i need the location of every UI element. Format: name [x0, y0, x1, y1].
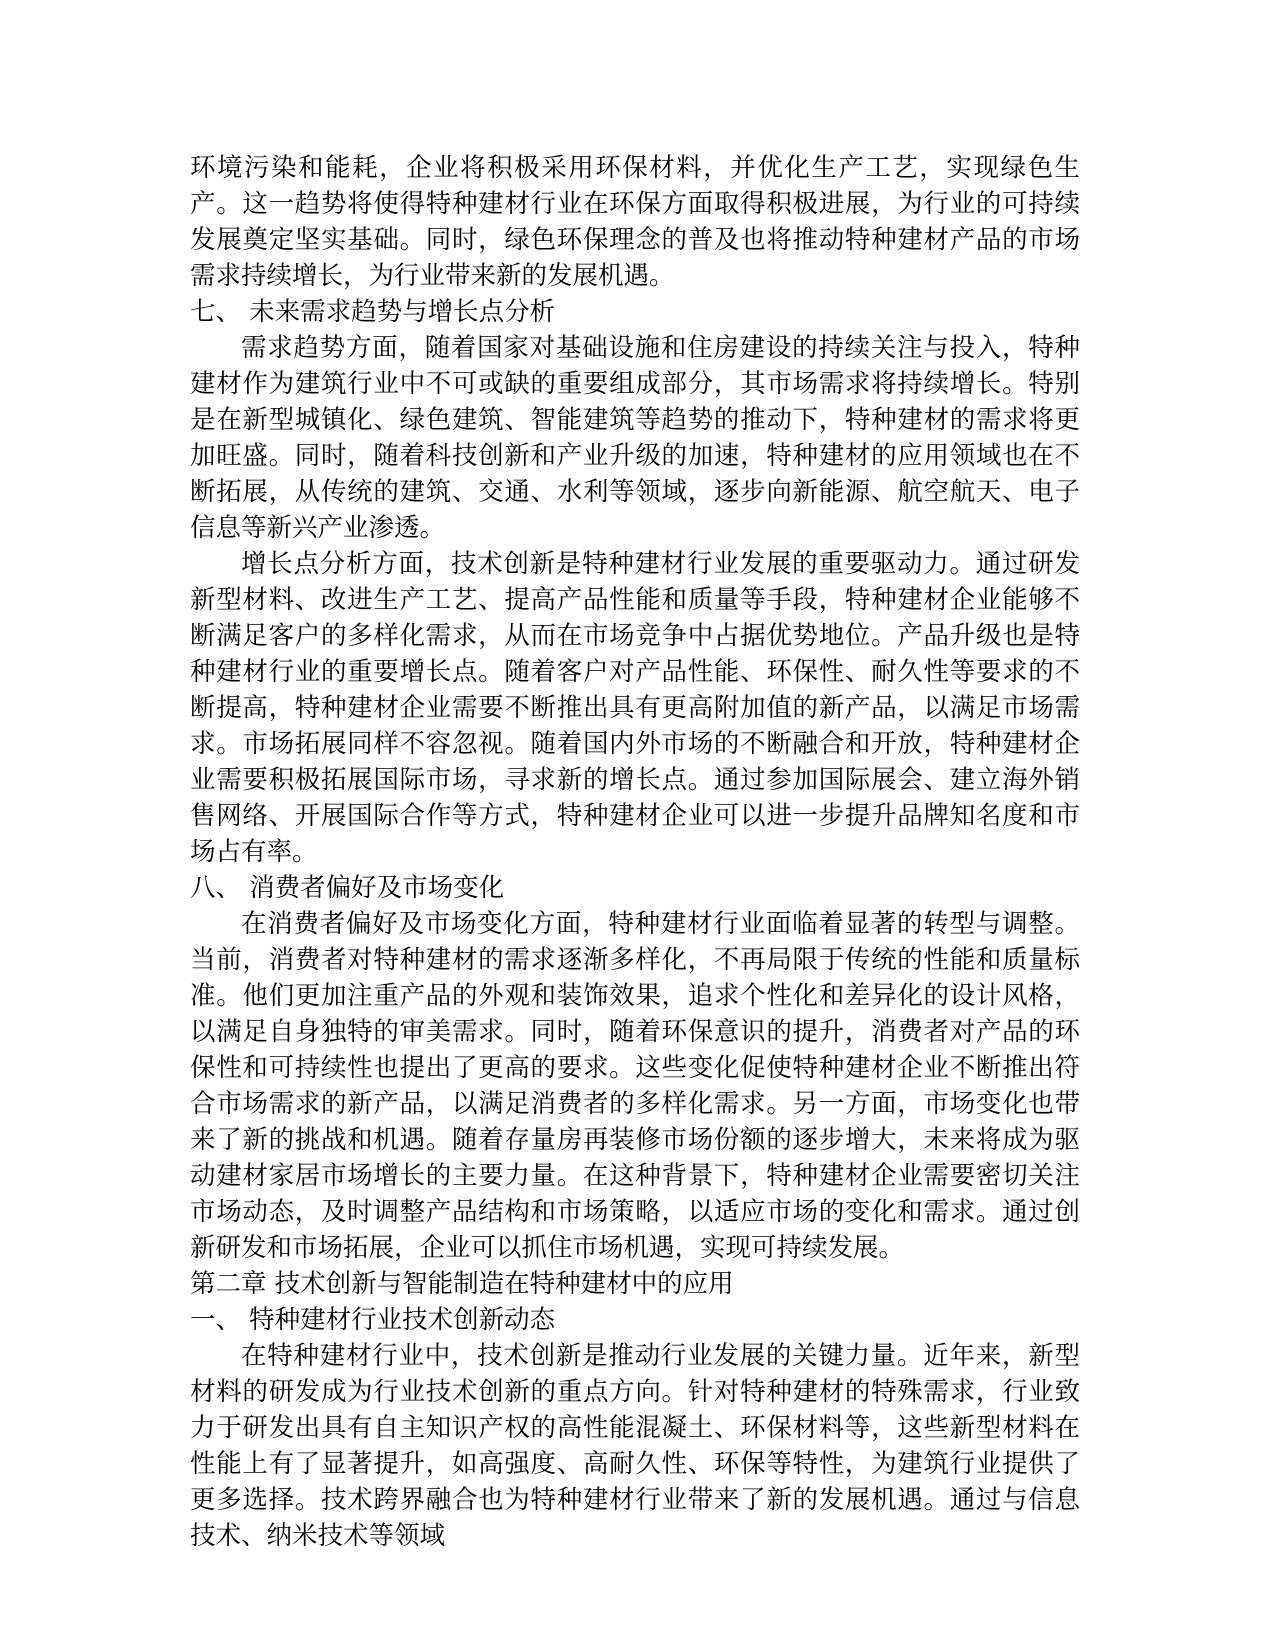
body-paragraph-carryover: 环境污染和能耗，企业将积极采用环保材料，并优化生产工艺，实现绿色生产。这一趋势将使得特种建材行业在环保方面取得积极进展，为行业的可持续发展奠定坚实基础。同时，绿色环保理念的普及也将推动特种建材产品的市场需求持续增长，为行业带来新的发展机遇。: [190, 153, 1080, 291]
section-heading-7: 七、 未来需求趋势与增长点分析: [190, 297, 556, 327]
document-page: [190, 150, 1080, 1554]
body-paragraph-tech-innovation: 在特种建材行业中，技术创新是推动行业发展的关键力量。近年来，新型材料的研发成为行业技术创新的重点方向。针对特种建材的特殊需求，行业致力于研发出具有自主知识产权的高性能混凝土、环保材料等，这些新型材料在性能上有了显著提升，如高强度、高耐久性、环保等特性，为建筑行业提供了更多选择。技术跨界融合也为特种建材行业带来了新的发展机遇。通过与信息技术、纳米技术等领域: [190, 1341, 1080, 1551]
body-paragraph-growth-points: 增长点分析方面，技术创新是特种建材行业发展的重要驱动力。通过研发新型材料、改进生产工艺、提高产品性能和质量等手段，特种建材企业能够不断满足客户的多样化需求，从而在市场竞争中占据优势地位。产品升级也是特种建材行业的重要增长点。随着客户对产品性能、环保性、耐久性等要求的不断提高，特种建材企业需要不断推出具有更高附加值的新产品，以满足市场需求。市场拓展同样不容忽视。随着国内外市场的不断融合和开放，特种建材企业需要积极拓展国际市场，寻求新的增长点。通过参加国际展会、建立海外销售网络、开展国际合作等方式，特种建材企业可以进一步提升品牌知名度和市场占有率。: [190, 549, 1080, 867]
section-heading-8: 八、 消费者偏好及市场变化: [190, 873, 505, 903]
chapter-heading-2: 第二章 技术创新与智能制造在特种建材中的应用: [190, 1269, 734, 1299]
section-heading-1: 一、 特种建材行业技术创新动态: [190, 1305, 556, 1335]
body-paragraph-demand-trend: 需求趋势方面，随着国家对基础设施和住房建设的持续关注与投入，特种建材作为建筑行业中不可或缺的重要组成部分，其市场需求将持续增长。特别是在新型城镇化、绿色建筑、智能建筑等趋势的推动下，特种建材的需求将更加旺盛。同时，随着科技创新和产业升级的加速，特种建材的应用领域也在不断拓展，从传统的建筑、交通、水利等领域，逐步向新能源、航空航天、电子信息等新兴产业渗透。: [190, 333, 1080, 543]
body-paragraph-consumer-preference: 在消费者偏好及市场变化方面，特种建材行业面临着显著的转型与调整。当前，消费者对特种建材的需求逐渐多样化，不再局限于传统的性能和质量标准。他们更加注重产品的外观和装饰效果，追求个性化和差异化的设计风格，以满足自身独特的审美需求。同时，随着环保意识的提升，消费者对产品的环保性和可持续性也提出了更高的要求。这些变化促使特种建材企业不断推出符合市场需求的新产品，以满足消费者的多样化需求。另一方面，市场变化也带来了新的挑战和机遇。随着存量房再装修市场份额的逐步增大，未来将成为驱动建材家居市场增长的主要力量。在这种背景下，特种建材企业需要密切关注市场动态，及时调整产品结构和市场策略，以适应市场的变化和需求。通过创新研发和市场拓展，企业可以抓住市场机遇，实现可持续发展。: [190, 909, 1080, 1263]
